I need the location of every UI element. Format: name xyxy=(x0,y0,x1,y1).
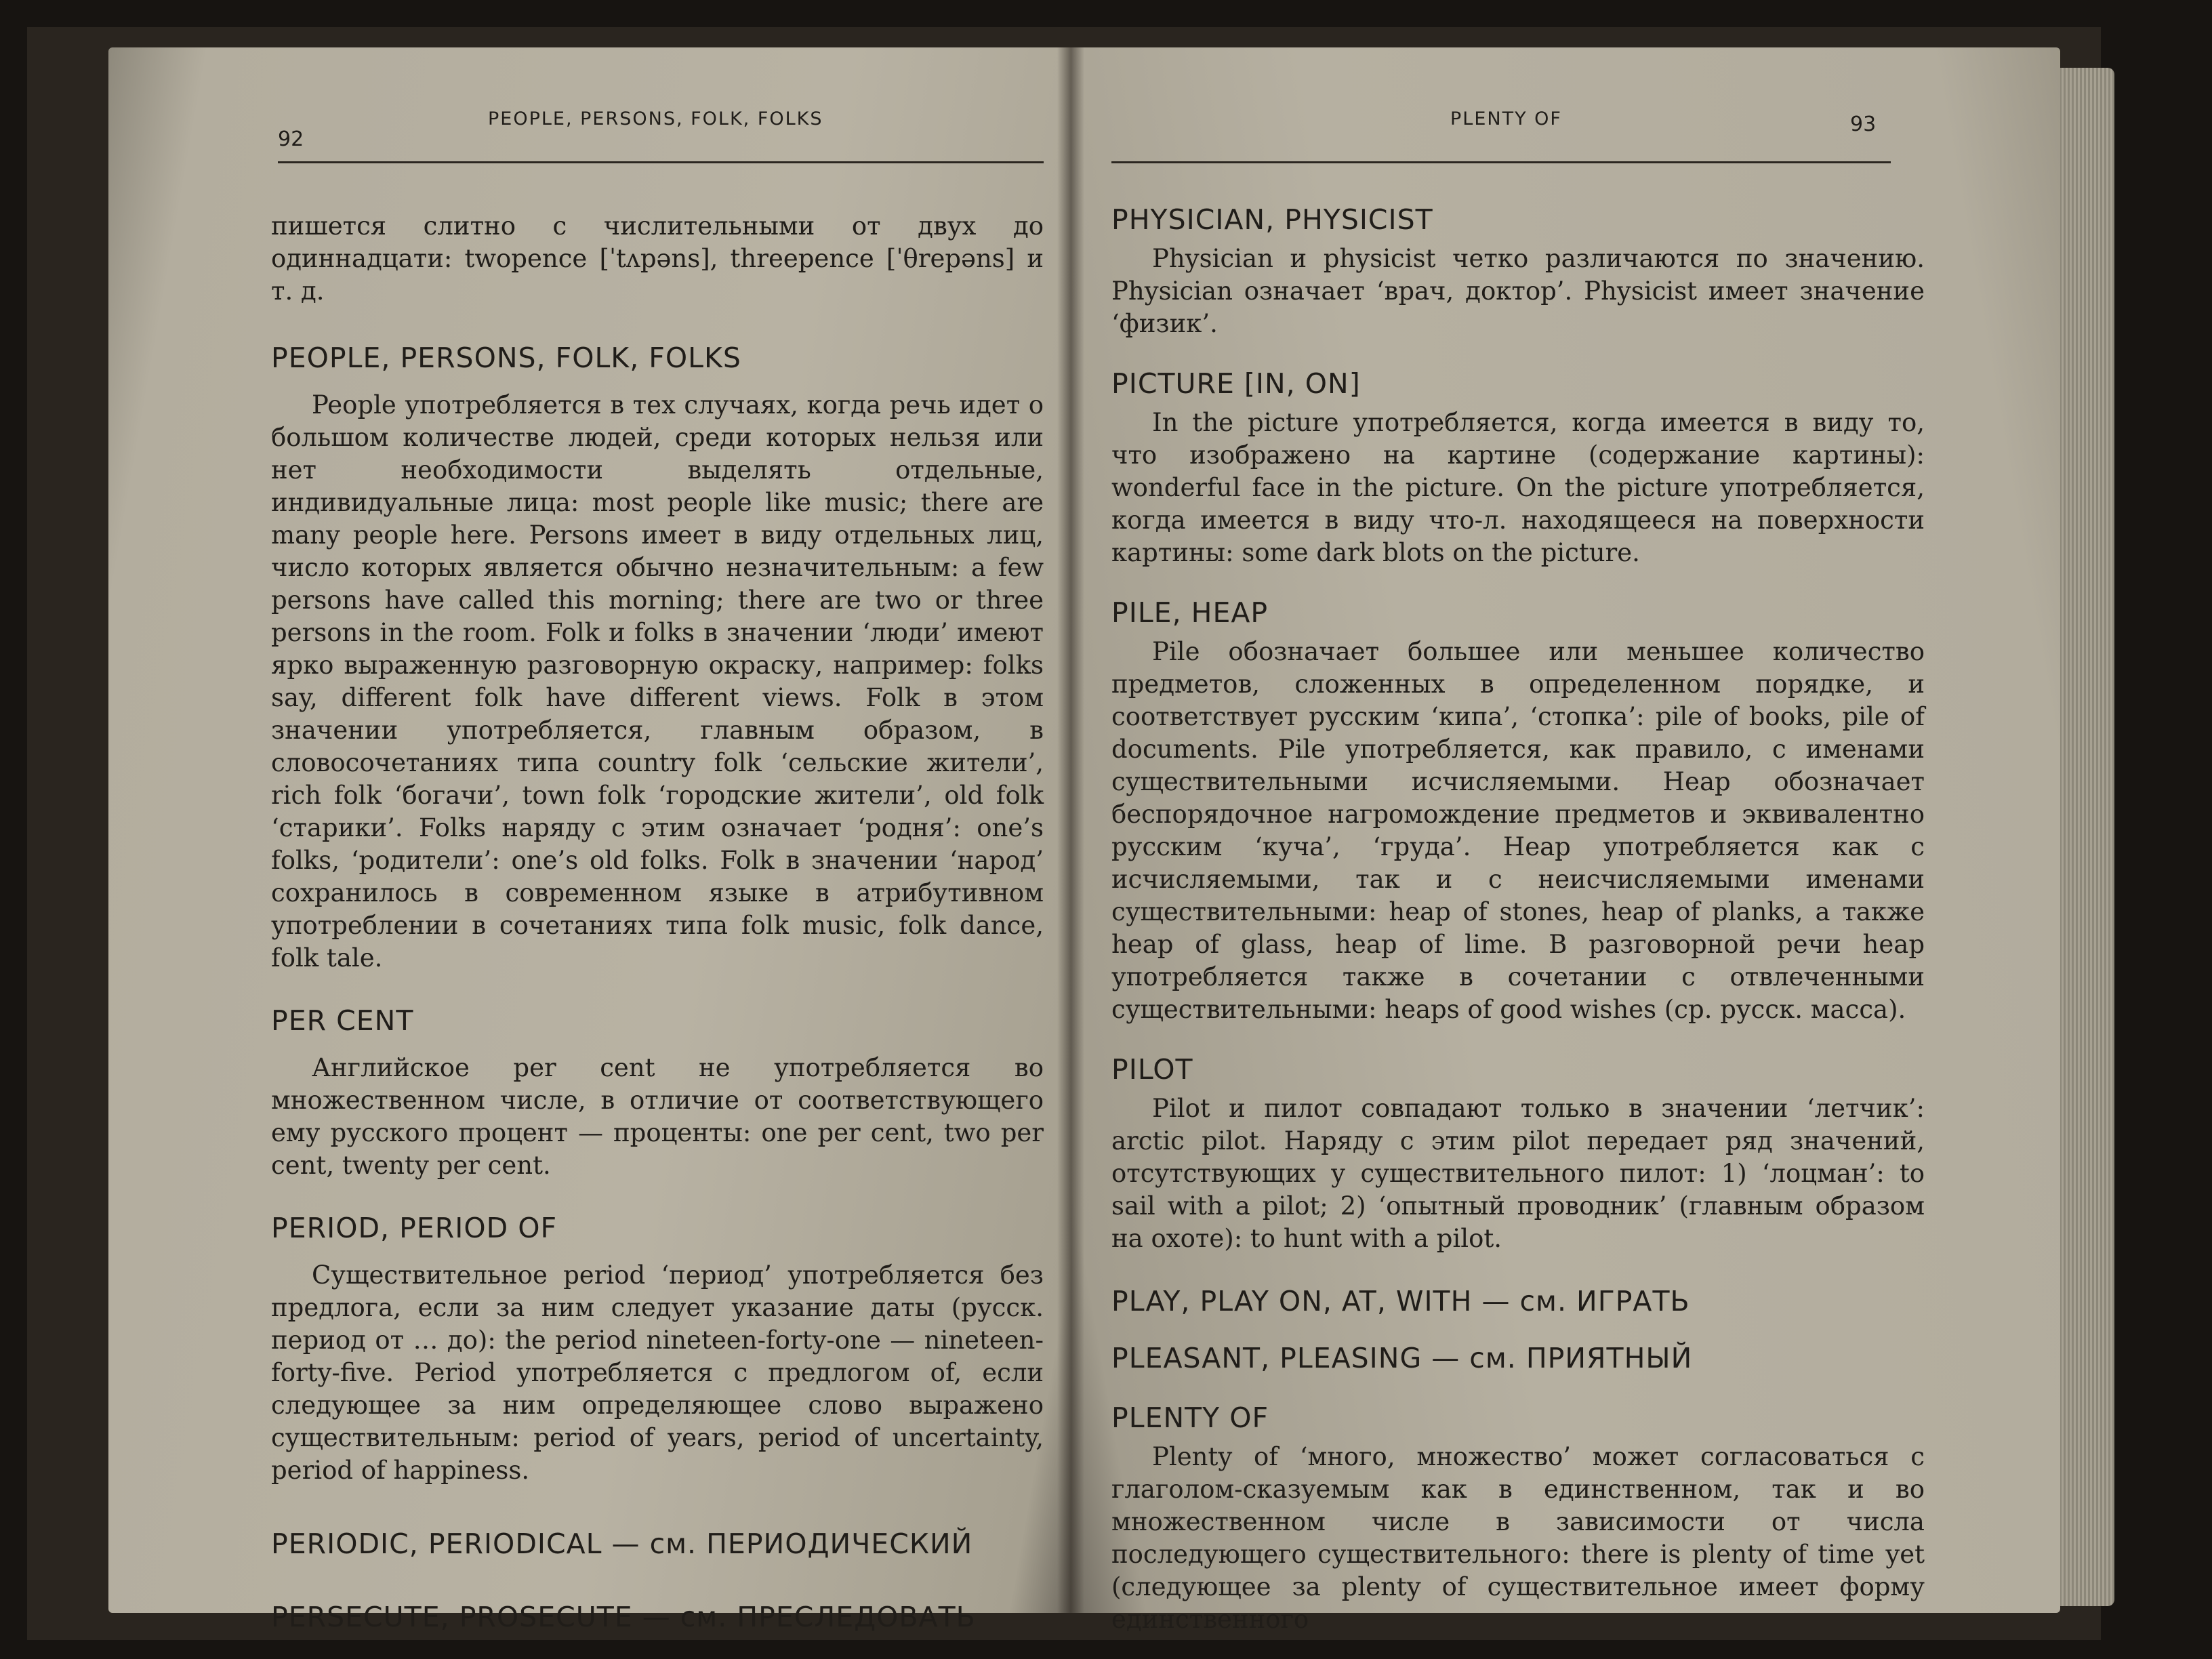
left-page-number: 92 xyxy=(278,127,304,151)
entry-heading: PLENTY OF xyxy=(1111,1401,1269,1434)
entry-text: Pile обозначает большее или меньшее количество предметов, сложенных в определенном порядке, и соответствует русским ‘кипа’, ‘стопка’: pile of books, pile of documents. Pile употребляется, как правило, с именами существительными исчисляемыми. Heap обозначает беспорядочное нагромождение предметов и эквивалентно русским ‘куча’, ‘груда’. Heap употребляется как с исчисляемыми, так и с неисчисляемыми именами существительными: heap of stones, heap of planks, а также heap of glass, heap of lime. В разговорной речи heap употребляется также в сочетании с отвлеченными существительными: heaps of good wishes (ср. русск. масса). xyxy=(1111,637,1925,1024)
entry-text: People употребляется в тех случаях, когда речь идет о большом количестве людей, среди которых нельзя или нет необходимости выделять отдельные, индивидуальные лица: most people like music; there are many people here. Persons имеет в виду отдельных лиц, число которых является обычно незначительным: a few persons have called this morning; there are two or three persons in the room. Folk и folks в значении ‘люди’ имеют ярко выраженную разговорную окраску, например: folks say, different folk have different views. Folk в этом значении употребляется, главным образом, в словосочетаниях типа country folk ‘сельские жители’, rich folk ‘богачи’, town folk ‘городские жители’, old folk ‘старики’. Folks наряду с этим означает ‘родня’: one’s folks, ‘родители’: one’s old folks. Folk в значении ‘народ’ сохранилось в современном языке в атрибутивном употреблении в сочетаниях типа folk music, folk dance, folk tale. xyxy=(271,390,1044,972)
right-header-rule xyxy=(1111,161,1891,163)
right-running-head: PLENTY OF xyxy=(1450,108,1562,129)
continuation-text: пишется слитно с числительными от двух до одиннадцати: twopence [ˈtʌpəns], threepence [ˈθrepəns] и т. д. xyxy=(271,211,1044,306)
right-page xyxy=(1071,47,2060,1634)
right-page-number: 93 xyxy=(1850,112,1877,136)
left-header-rule xyxy=(278,161,1044,163)
entry-heading: PERIOD, PERIOD OF xyxy=(271,1212,558,1244)
entry-text: Английское per cent не употребляется во множественном числе, в отличие от соответствующего ему русского процент — проценты: one per cent, two per cent, twenty per cent. xyxy=(271,1053,1044,1180)
cross-reference: PLAY, PLAY ON, AT, WITH — см. ИГРАТЬ xyxy=(1111,1285,1690,1317)
book-gutter xyxy=(1057,47,1084,1613)
left-column xyxy=(271,210,1044,1633)
right-column xyxy=(1111,203,1925,1636)
entry-heading: PILOT xyxy=(1111,1053,1193,1086)
entry-heading: PEOPLE, PERSONS, FOLK, FOLKS xyxy=(271,342,741,374)
cross-reference: PLEASANT, PLEASING — см. ПРИЯТНЫЙ xyxy=(1111,1342,1693,1374)
entry-text: Plenty of ‘много, множество’ может согласоваться с глаголом-сказуемым как в единственном, так и во множественном числе в зависимости от числа последующего существительного: there is plenty of time yet (следующее за plenty of существительное имеет форму единственного xyxy=(1111,1442,1925,1634)
cross-reference: PERIODIC, PERIODICAL — см. ПЕРИОДИЧЕСКИЙ xyxy=(271,1528,973,1560)
entry-text: Существительное period ‘период’ употребляется без предлога, если за ним следует указание даты (русск. период от … до): the period nineteen-forty-one — nineteen-forty-five. Period употребляется с предлогом of, если следующее за ним определяющее слово выражено существительным: period of years, period of uncertainty, period of happiness. xyxy=(271,1261,1044,1485)
left-running-head: PEOPLE, PERSONS, FOLK, FOLKS xyxy=(488,108,823,129)
entry-text: Physician и physicist четко различаются по значению. Physician означает ‘врач, доктор’. Physicist имеет значение ‘физик’. xyxy=(1111,244,1925,338)
entry-heading: PER CENT xyxy=(271,1004,414,1037)
cross-reference: PERSECUTE, PROSECUTE — см. ПРЕСЛЕДОВАТЬ xyxy=(271,1601,976,1633)
entry-text: Pilot и пилот совпадают только в значении ‘летчик’: arctic pilot. Наряду с этим pilot передает ряд значений, отсутствующих у существительного пилот: 1) ‘лоцман’: to sail with a pilot; 2) ‘опытный проводник’ (главным образом на охоте): to hunt with a pilot. xyxy=(1111,1094,1925,1253)
left-page xyxy=(108,47,1071,1633)
entry-heading: PHYSICIAN, PHYSICIST xyxy=(1111,203,1433,236)
entry-text: In the picture употребляется, когда имеется в виду то, что изображено на картине (содержание картины): wonderful face in the picture. On the picture употребляется, когда имеется в виду что-л. находящееся на поверхности картины: some dark blots on the picture. xyxy=(1111,408,1925,567)
entry-heading: PILE, HEAP xyxy=(1111,596,1269,629)
entry-heading: PICTURE [IN, ON] xyxy=(1111,367,1361,400)
